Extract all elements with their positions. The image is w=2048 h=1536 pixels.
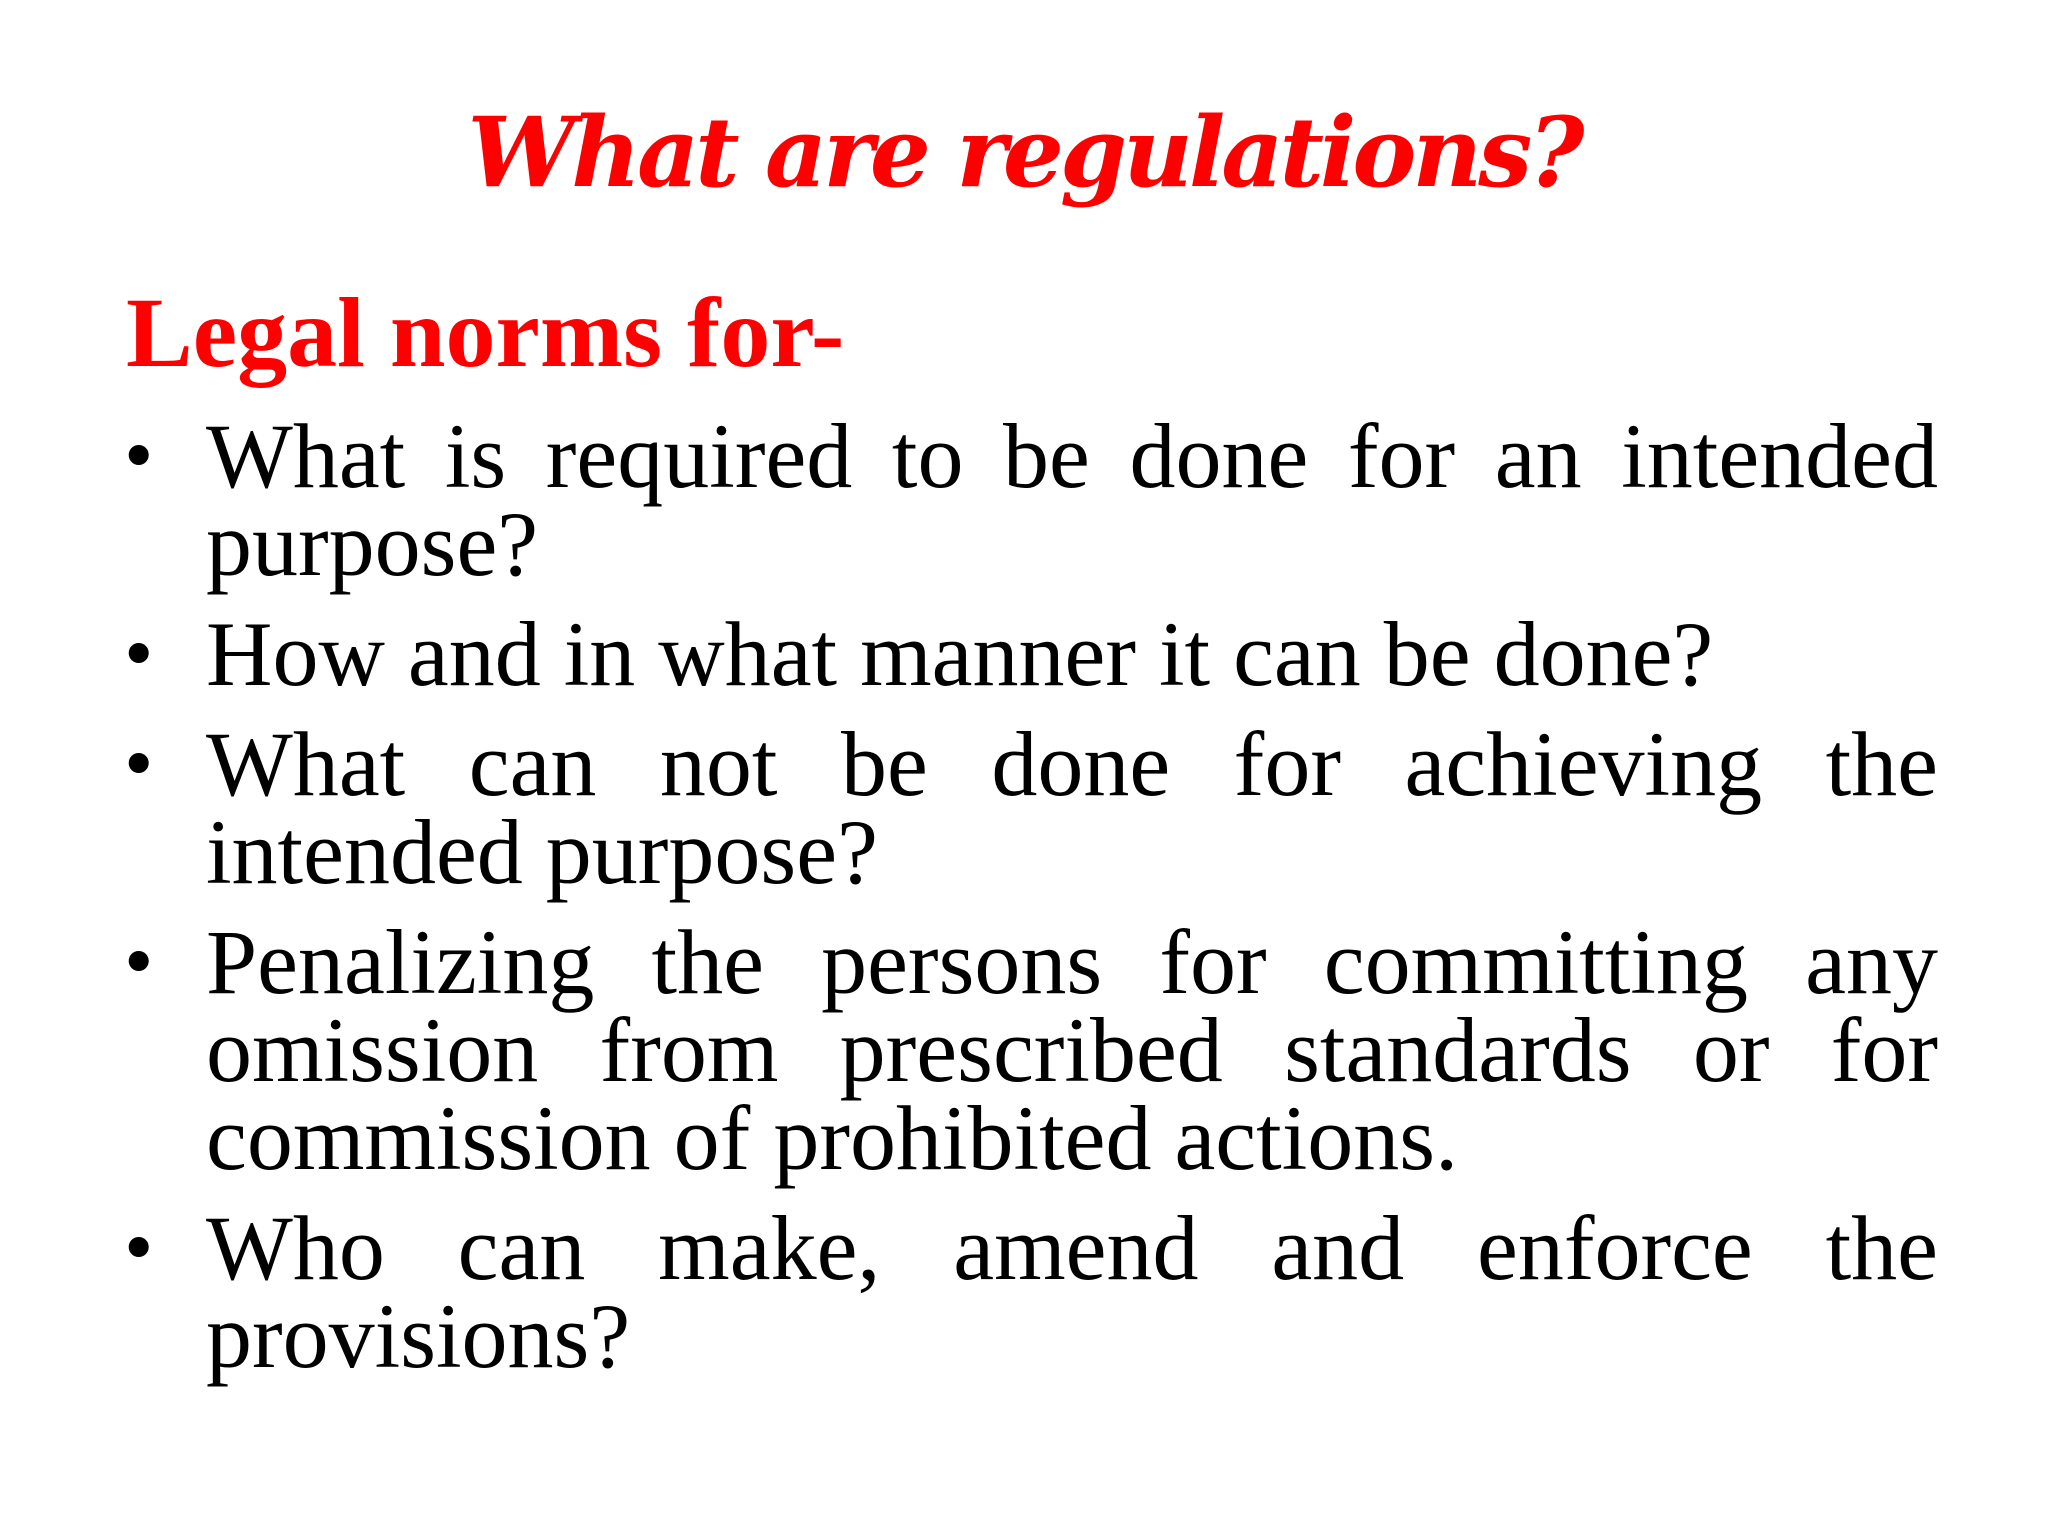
bullet-item [118, 405, 1938, 595]
bullet-icon: • [124, 607, 154, 700]
bullet-text: Who can make, amend and enforce the provisions? [206, 1197, 1938, 1387]
slide-title: What are regulations? [467, 96, 1581, 209]
slide-subtitle: Legal norms for- [126, 277, 845, 388]
bullet-icon: • [124, 409, 154, 502]
bullet-item [118, 603, 1938, 705]
bullet-icon: • [124, 1201, 154, 1294]
bullet-item [118, 713, 1938, 903]
bullet-icon: • [124, 915, 154, 1008]
bullet-text: Penalizing the persons for committing any omission from prescribed standards or for commission of prohibited actions. [206, 911, 1938, 1189]
bullet-text: What is required to be done for an intended purpose? [206, 405, 1938, 595]
bullet-icon: • [124, 717, 154, 810]
bullet-list [118, 405, 1938, 1402]
bullet-text: How and in what manner it can be done? [206, 603, 1714, 705]
bullet-text: What can not be done for achieving the intended purpose? [206, 713, 1938, 903]
bullet-item [118, 911, 1938, 1189]
bullet-item [118, 1197, 1938, 1387]
